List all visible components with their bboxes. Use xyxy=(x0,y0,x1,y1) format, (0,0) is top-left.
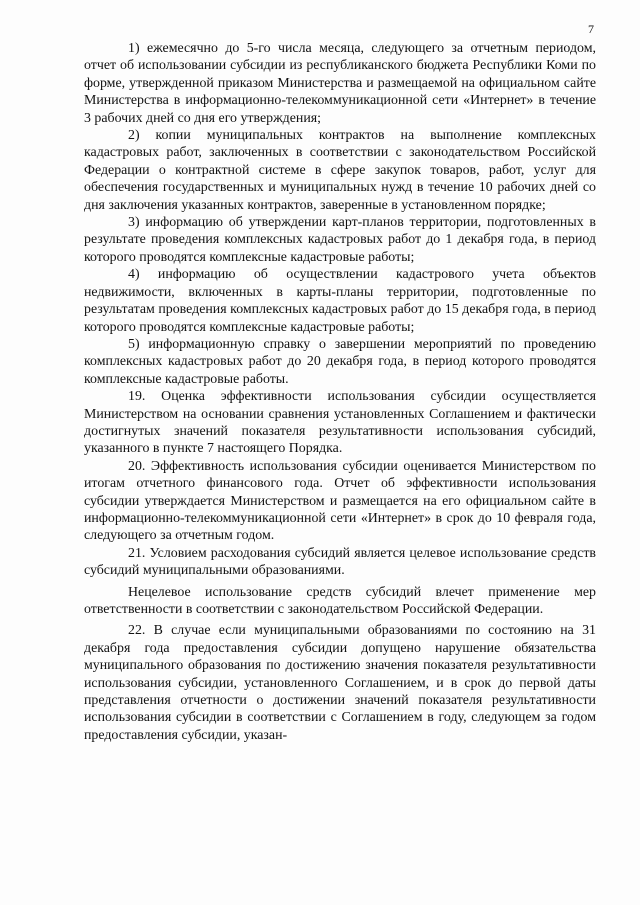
paragraph-22: 22. В случае если муниципальными образованиями по состоянию на 31 декабря года предоставления субсидии допущено нарушение обязательства муниципального образования по достижению значения показателя результативности использования субсидии, установленного Соглашением, и в срок до первой даты представления отчетности о достижении значений показателя результативности использования субсидии в соответствии с Соглашением в году, следующем за годом предоставления субсидии, указан- xyxy=(84,623,596,743)
paragraph-21-continued: Нецелевое использование средств субсидий влечет применение мер ответственности в соответствии с законодательством Российской Федерации. xyxy=(84,584,596,617)
paragraph-19: 19. Оценка эффективности использования субсидии осуществляется Министерством на основании сравнения установленных Соглашением и фактически достигнутых значений показателя результативности использования субсидий, указанного в пункте 7 настоящего Порядка. xyxy=(84,389,596,457)
paragraph-item-1: 1) ежемесячно до 5-го числа месяца, следующего за отчетным периодом, отчет об использовании субсидии из республиканского бюджета Республики Коми по форме, утвержденной приказом Министерства и размещаемой на официальном сайте Министерства в информационно-телекоммуникационной сети «Интернет» в течение 3 рабочих дней со дня его утверждения; xyxy=(84,41,596,126)
paragraph-21: 21. Условием расходования субсидий является целевое использование средств субсидий муниципальными образованиями. xyxy=(84,545,596,579)
paragraph-item-3: 3) информацию об утверждении карт-планов территории, подготовленных в результате проведения комплексных кадастровых работ до 1 декабря года, в период которого проводятся комплексные кадастровые работы; xyxy=(84,215,596,265)
paragraph-item-4: 4) информацию об осуществлении кадастрового учета объектов недвижимости, включенных в карты-планы территории, подготовленные по результатам проведения комплексных кадастровых работ до 15 декабря года, в период которого проводятся комплексные кадастровые работы; xyxy=(84,267,596,335)
paragraph-item-2: 2) копии муниципальных контрактов на выполнение комплексных кадастровых работ, заключенных в соответствии с законодательством Российской Федерации о контрактной системе в сфере закупок товаров, работ, услуг для обеспечения государственных и муниципальных нужд в течение 10 рабочих дней со дня заключения указанных контрактов, заверенные в установленном порядке; xyxy=(84,128,596,213)
paragraph-20: 20. Эффективность использования субсидии оценивается Министерством по итогам отчетного финансового года. Отчет об эффективности использования субсидии утверждается Министерством и размещается на его официальном сайте в информационно-телекоммуникационной сети «Интернет» в срок до 10 февраля года, следующего за отчетным годом. xyxy=(84,458,596,544)
page-number: 7 xyxy=(588,22,594,36)
paragraph-item-5: 5) информационную справку о завершении мероприятий по проведению комплексных кадастровых работ до 20 декабря года, в период которого проводятся комплексные кадастровые работы. xyxy=(84,336,596,387)
document-body xyxy=(84,40,596,744)
